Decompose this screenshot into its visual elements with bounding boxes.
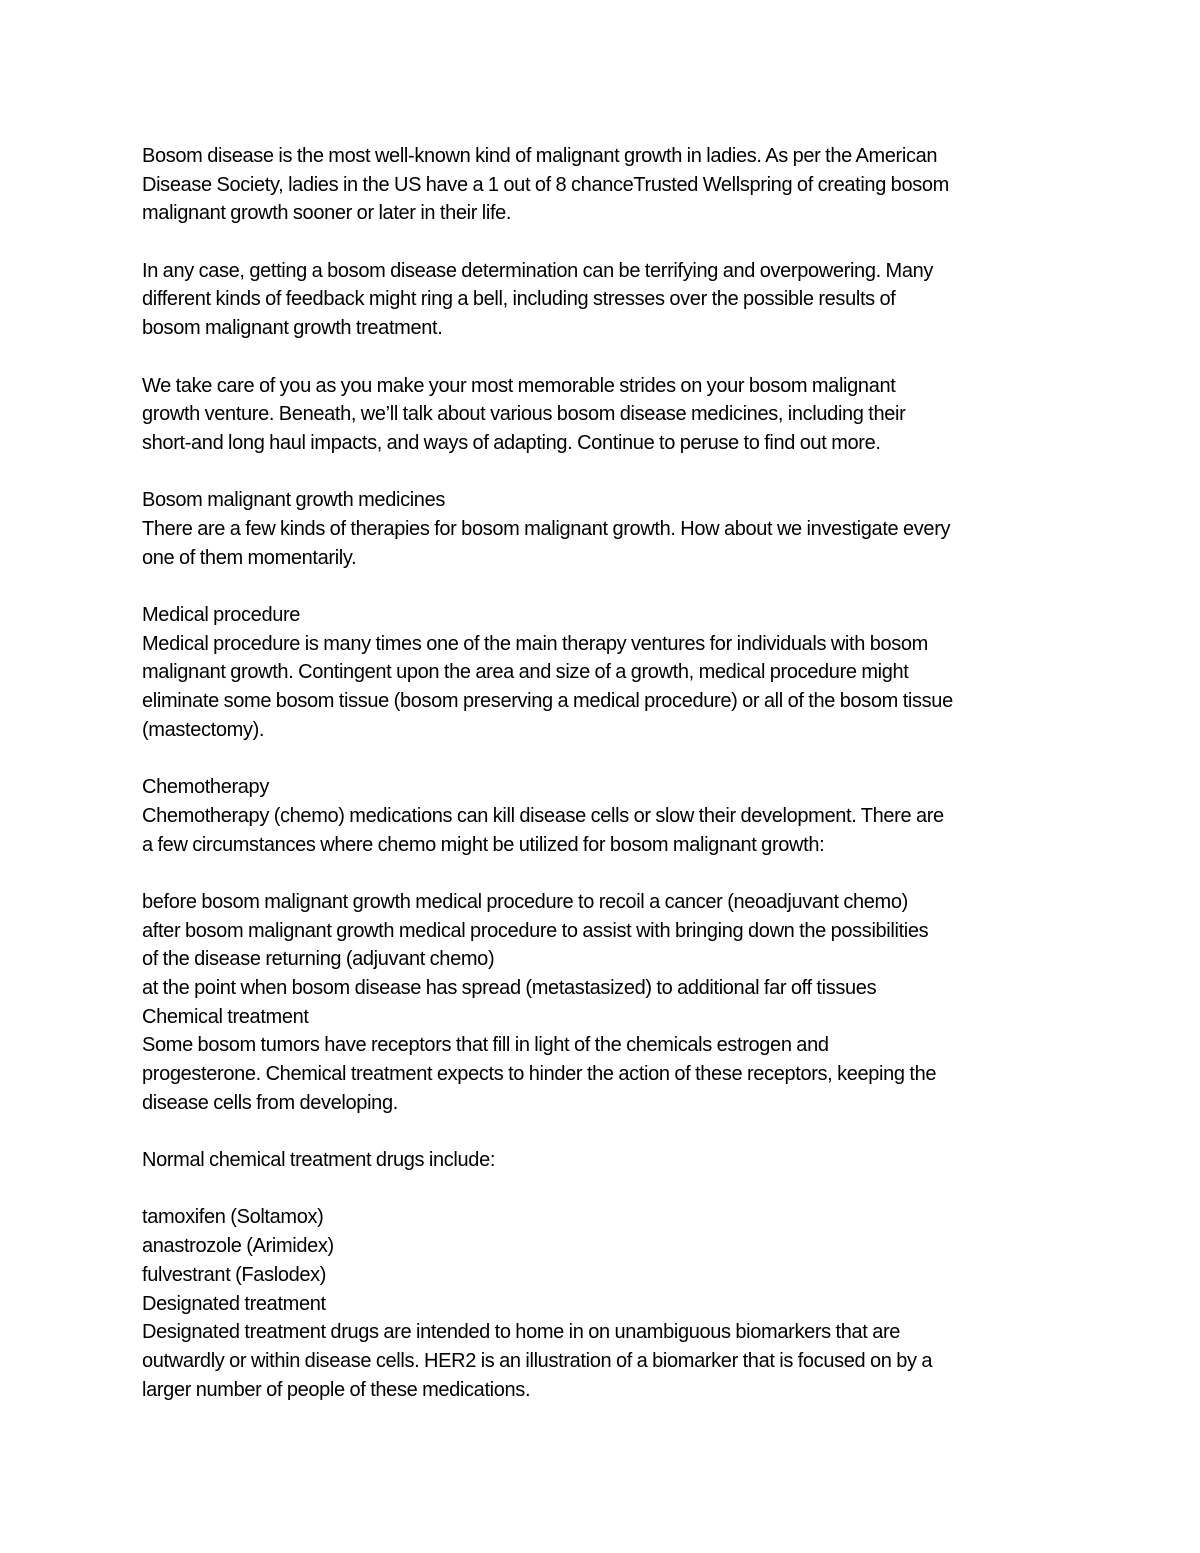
text-line: Chemical treatment	[142, 1005, 309, 1028]
paragraph	[142, 601, 1072, 744]
text-line: one of them momentarily.	[142, 546, 357, 569]
text-line: fulvestrant (Faslodex)	[142, 1263, 327, 1286]
text-line: larger number of people of these medications.	[142, 1378, 531, 1401]
text-line: disease cells from developing.	[142, 1091, 398, 1114]
text-line: Medical procedure is many times one of the main therapy ventures for individuals with bosom	[142, 632, 928, 655]
document-body	[142, 142, 1072, 1404]
text-line: malignant growth sooner or later in their life.	[142, 202, 512, 225]
text-line: growth venture. Beneath, we’ll talk about various bosom disease medicines, including their	[142, 403, 906, 426]
paragraph	[142, 257, 1072, 343]
text-line: before bosom malignant growth medical procedure to recoil a cancer (neoadjuvant chemo)	[142, 890, 908, 913]
text-line: bosom malignant growth treatment.	[142, 317, 443, 340]
text-line: at the point when bosom disease has spread (metastasized) to additional far off tissues	[142, 976, 877, 999]
text-line: Chemotherapy	[142, 776, 269, 799]
paragraph	[142, 372, 1072, 458]
paragraph	[142, 1146, 1072, 1175]
paragraph	[142, 888, 1072, 1118]
paragraph-gap	[142, 859, 1072, 888]
text-line: Bosom disease is the most well-known kind of malignant growth in ladies. As per the American	[142, 145, 938, 167]
paragraph-gap	[142, 343, 1072, 372]
text-line: We take care of you as you make your most memorable strides on your bosom malignant	[142, 374, 896, 397]
text-line: Some bosom tumors have receptors that fill in light of the chemicals estrogen and	[142, 1034, 829, 1057]
paragraph-gap	[142, 1117, 1072, 1146]
paragraph	[142, 486, 1072, 572]
text-line: Disease Society, ladies in the US have a 1 out of 8 chanceTrusted Wellspring of creating bosom	[142, 173, 949, 196]
paragraph-gap	[142, 1175, 1072, 1204]
paragraph	[142, 142, 1072, 228]
paragraph	[142, 1203, 1072, 1404]
text-line: Designated treatment	[142, 1292, 326, 1315]
text-line: a few circumstances where chemo might be utilized for bosom malignant growth:	[142, 833, 825, 856]
paragraph-gap	[142, 744, 1072, 773]
text-line: short-and long haul impacts, and ways of adapting. Continue to peruse to find out more.	[142, 431, 881, 454]
text-line: Designated treatment drugs are intended to home in on unambiguous biomarkers that are	[142, 1321, 901, 1344]
text-line: Bosom malignant growth medicines	[142, 489, 446, 512]
text-line: Normal chemical treatment drugs include:	[142, 1149, 496, 1172]
text-line: malignant growth. Contingent upon the area and size of a growth, medical procedure might	[142, 661, 909, 684]
text-line: progesterone. Chemical treatment expects to hinder the action of these receptors, keeping the	[142, 1063, 937, 1085]
paragraph-gap	[142, 228, 1072, 257]
text-line: In any case, getting a bosom disease determination can be terrifying and overpowering. Many	[142, 259, 934, 282]
text-line: different kinds of feedback might ring a bell, including stresses over the possible results of	[142, 288, 896, 311]
paragraph-gap	[142, 458, 1072, 487]
text-line: (mastectomy).	[142, 718, 265, 741]
text-line: Chemotherapy (chemo) medications can kill disease cells or slow their development. There are	[142, 804, 944, 827]
text-line: Medical procedure	[142, 604, 301, 626]
text-line: anastrozole (Arimidex)	[142, 1235, 334, 1258]
paragraph-gap	[142, 572, 1072, 601]
text-line: of the disease returning (adjuvant chemo)	[142, 948, 495, 971]
text-line: tamoxifen (Soltamox)	[142, 1206, 324, 1229]
text-line: outwardly or within disease cells. HER2 is an illustration of a biomarker that is focused on by a	[142, 1349, 933, 1372]
text-line: There are a few kinds of therapies for bosom malignant growth. How about we investigate every	[142, 517, 951, 540]
text-line: eliminate some bosom tissue (bosom preserving a medical procedure) or all of the bosom tissue	[142, 690, 953, 713]
paragraph	[142, 773, 1072, 859]
text-line: after bosom malignant growth medical procedure to assist with bringing down the possibilities	[142, 919, 929, 942]
